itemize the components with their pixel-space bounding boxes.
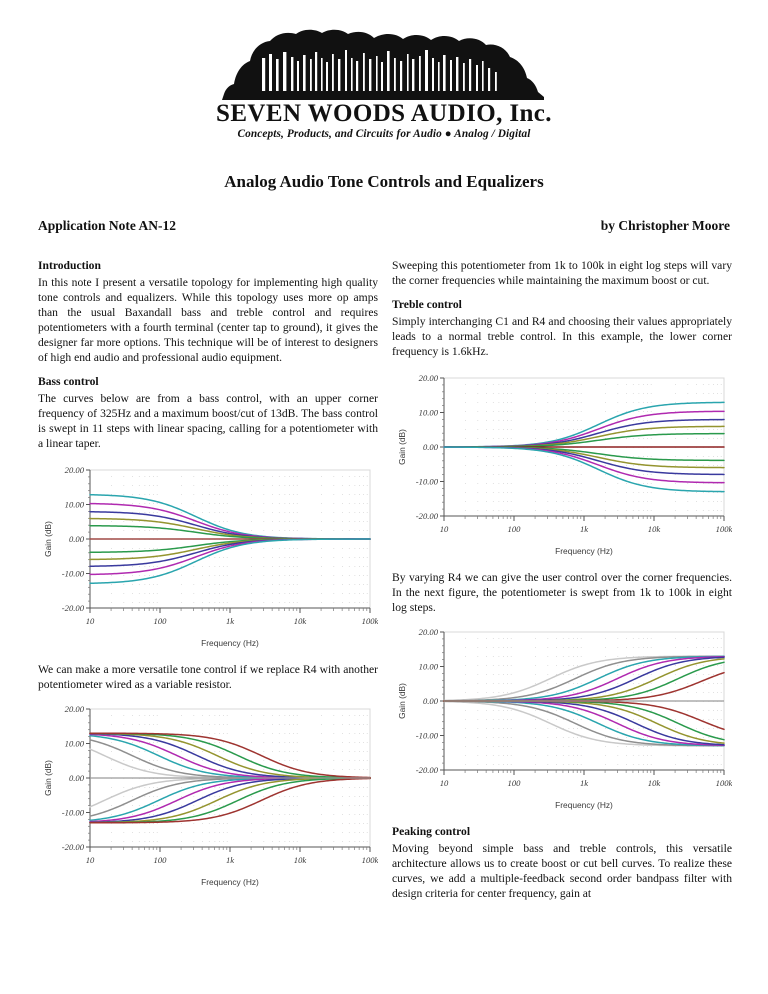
svg-text:10: 10 [85,855,95,866]
logo [214,28,554,140]
svg-text:-20.00: -20.00 [415,511,438,522]
svg-text:1k: 1k [225,855,235,866]
svg-text:0.00: 0.00 [422,696,438,707]
heading-introduction: Introduction [38,259,101,272]
left-column [38,258,378,901]
svg-text:Frequency (Hz): Frequency (Hz) [555,546,613,557]
svg-text:100: 100 [153,855,167,866]
svg-text:10: 10 [439,778,449,789]
application-note-id: Application Note AN-12 [38,218,176,233]
svg-text:0.00: 0.00 [422,442,438,453]
svg-text:0.00: 0.00 [68,534,84,545]
heading-bass-control: Bass control [38,375,99,389]
treble-swept-corner-chart [392,622,732,814]
paragraph-versatile-tone-control: We can make a more versatile tone control if we replace R4 with another potentiometer wired as a variable resistor. [38,663,378,692]
svg-text:Gain (dB): Gain (dB) [397,683,407,719]
svg-text:100k: 100k [715,524,732,535]
company-name: SEVEN WOODS AUDIO, Inc. [216,100,552,127]
svg-text:Gain (dB): Gain (dB) [397,429,407,465]
svg-text:Frequency (Hz): Frequency (Hz) [555,800,613,811]
bass-swept-corner-chart [38,699,378,891]
svg-text:Gain (dB): Gain (dB) [43,521,53,558]
svg-text:0.00: 0.00 [68,773,84,784]
paragraph-treble-control: Simply interchanging C1 and R4 and choosing their values appropriately leads to a normal treble control. In this example, the lower corner frequency is 1.6kHz. [392,315,732,359]
svg-text:1k: 1k [225,616,235,627]
svg-text:100k: 100k [715,778,732,789]
svg-text:-10.00: -10.00 [61,568,84,579]
svg-text:-10.00: -10.00 [61,807,84,818]
svg-text:20.00: 20.00 [64,704,84,715]
paragraph-introduction: In this note I present a versatile topology for implementing high quality tone controls and equalizers. While this topology uses more op amps than the usual Baxandall bass and treble control and requires potentiometers with a fourth terminal (center tap to ground), it gives the designer far more options. This technique will be of interest to designers of high end audio and professional audio equipment. [38,276,378,365]
paragraph-sweeping-potentiometer: Sweeping this potentiometer from 1k to 100k in eight log steps will vary the corner frequencies while maintaining the maximum boost or cut. [392,259,732,287]
svg-text:-20.00: -20.00 [61,842,84,853]
bass-control-chart [38,460,378,652]
author-name: by Christopher Moore [600,218,730,233]
page-title: Analog Audio Tone Controls and Equalizers [224,172,544,191]
svg-text:100k: 100k [361,616,378,627]
svg-text:1k: 1k [579,778,589,789]
treble-control-chart [392,368,732,560]
svg-text:10.00: 10.00 [64,499,84,510]
svg-text:100: 100 [507,778,521,789]
svg-text:-20.00: -20.00 [61,603,84,614]
heading-peaking-control: Peaking control [392,825,471,839]
svg-text:Frequency (Hz): Frequency (Hz) [201,638,259,649]
svg-text:20.00: 20.00 [64,465,84,476]
paragraph-varying-r4: By varying R4 we can give the user control over the corner frequencies. In the next figure, the potentiometer is swept from 1k to 100k in eight log steps. [392,571,732,615]
svg-text:10k: 10k [293,855,307,866]
svg-text:100k: 100k [361,855,378,866]
svg-text:Gain (dB): Gain (dB) [43,760,53,797]
svg-text:10.00: 10.00 [418,407,438,418]
svg-text:10k: 10k [647,778,661,789]
svg-text:100: 100 [153,616,167,627]
tree-line-silhouette-logo-icon [214,28,554,100]
svg-text:1k: 1k [579,524,589,535]
svg-text:10: 10 [85,616,95,627]
svg-text:10.00: 10.00 [418,661,438,672]
svg-text:10k: 10k [647,524,661,535]
byline [38,218,730,234]
svg-text:20.00: 20.00 [418,373,438,384]
svg-text:10k: 10k [293,616,307,627]
svg-text:-20.00: -20.00 [415,765,438,776]
paragraph-peaking-control: Moving beyond simple bass and treble controls, this versatile architecture allows us to create boost or cut bell curves. To realize these curves, we add a multiple-feedback second order bandpass filter with design criteria for center frequency, gain at [392,842,732,901]
svg-text:20.00: 20.00 [418,627,438,638]
right-column [392,258,732,910]
heading-treble-control: Treble control [392,298,462,311]
svg-text:10.00: 10.00 [64,738,84,749]
svg-text:Frequency (Hz): Frequency (Hz) [201,877,259,888]
paragraph-bass-control: The curves below are from a bass control, with an upper corner frequency of 325Hz and a maximum boost/cut of 13dB. The bass control is swept in 11 steps with linear spacing, calling for a potentiometer with a linear taper. [38,392,378,451]
svg-text:-10.00: -10.00 [415,730,438,741]
masthead [0,28,768,140]
company-tagline: Concepts, Products, and Circuits for Audio ● Analog / Digital [237,128,531,141]
svg-text:100: 100 [507,524,521,535]
svg-text:-10.00: -10.00 [415,476,438,487]
svg-text:10: 10 [439,524,449,535]
